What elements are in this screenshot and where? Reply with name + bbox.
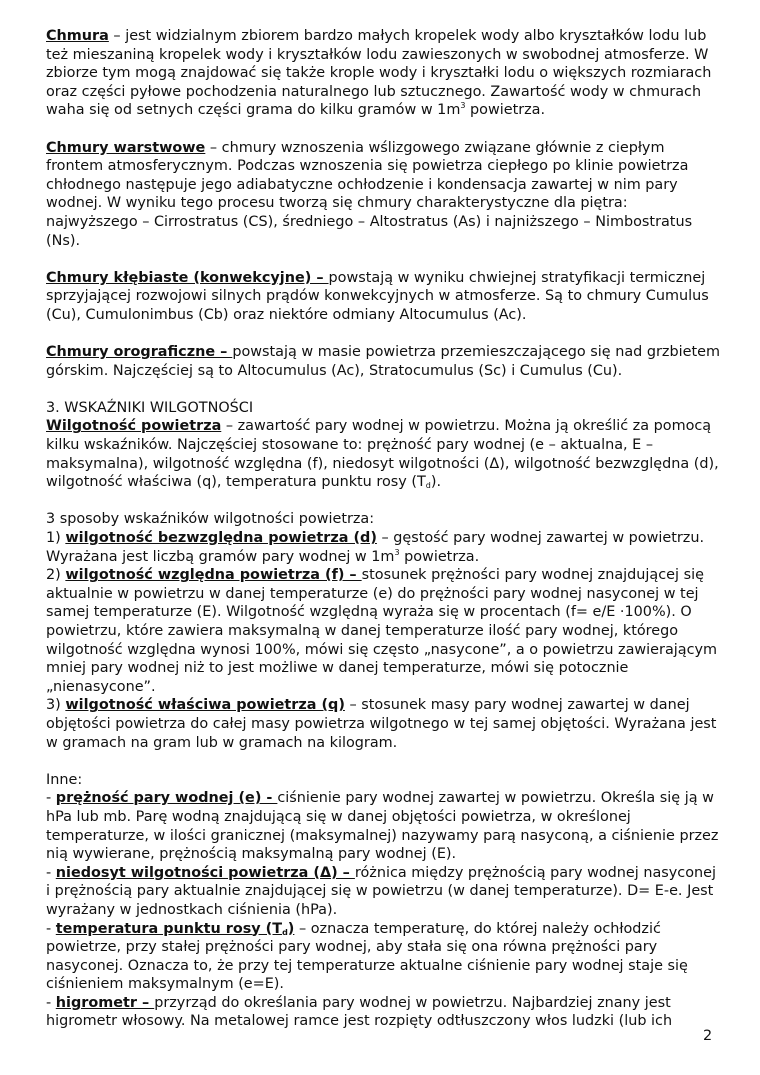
term-chmury-warstwowe: Chmury warstwowe [46,139,206,156]
term-temperatura-punktu-rosy-close: ) [287,920,295,937]
definition-wilgotnosc-bezwzgledna: – gęstość pary wodnej zawartej w powietrzu. Wyrażana jest liczbą gramów pary wodnej w 1m [46,530,705,565]
term-wilgotnosc-bezwzgledna: wilgotność bezwzględna powietrza (d) [65,530,377,547]
definition-chmury-klebiaste: powstają w wyniku chwiejnej stratyfikacji termicznej sprzyjającej rozwojowi silnych prądów konwekcyjnych w atmosferze. Są to chmury Cumulus (Cu), Cumulonimbus (Cb) oraz niektóre odmiany Altocumulus (Ac). [46,269,709,323]
term-temperatura-punktu-rosy [56,921,295,937]
spacer [46,380,722,399]
list-item-niedosyt-wilgotnosci [46,864,722,920]
definition-preznosc-pary-wodnej: ciśnienie pary wodnej zawartej w powietrzu. Określa się ją w hPa lub mb. Parę wodną znajdującą się w danej objętości powietrza, w określonej temperaturze, w ilości granicznej (maksymalnej) nazywamy parą nasyconą, a ciśnienie przez nią wywierane, prężnością maksymalną pary wodnej (E). [46,790,719,863]
term-niedosyt-wilgotnosci: niedosyt wilgotności powietrza (Δ) – [55,864,355,881]
list-item-wilgotnosc-wlasciwa [46,696,722,752]
document-page [46,27,722,1031]
definition-niedosyt-wilgotnosci: różnica między prężnością pary wodnej nasyconej i prężnością pary aktualnie znajdującej się w powietrzu (w danej temperaturze). D= E-e. Jest wyrażany w jednostkach ciśnienia (hPa). [46,864,716,918]
definition-wilgotnosc-bezwzgledna-end: powietrza. [399,548,480,565]
term-higrometr: higrometr – [55,994,155,1011]
paragraph-chmury-klebiaste [46,269,722,325]
sposoby-intro: 3 sposoby wskaźników wilgotności powietrza: [46,511,375,528]
term-preznosc-pary-wodnej: prężność pary wodnej (e) - [55,790,278,807]
list-number: 2) [46,567,66,584]
list-number: 3) [46,697,66,714]
spacer [46,120,722,139]
page-number: 2 [703,1028,713,1044]
list-item-wilgotnosc-bezwzgledna [46,529,722,566]
term-chmury-klebiaste: Chmury kłębiaste (konwekcyjne) – [46,269,329,286]
list-item-preznosc-pary-wodnej [46,789,722,863]
subscript-d: d [282,927,288,937]
term-wilgotnosc-wzgledna: wilgotność względna powietrza (f) – [65,567,362,584]
definition-chmura: – jest widzialnym zbiorem bardzo małych kropelek wody albo kryształków lodu lub też mieszaniną kropelek wody i kryształków lodu zawieszonych w swobodnej atmosferze. W zbiorze tym mogą znajdować się także krople wody i kryształki lodu o większych rozmiarach oraz części pyłowe pochodzenia naturalnego lub sztucznego. Zawartość wody w chmurach waha się od setnych części grama do kilku gramów w 1m [46,28,712,119]
spacer [46,752,722,771]
list-item-higrometr [46,994,722,1031]
definition-wilgotnosc-wzgledna: stosunek prężności pary wodnej znajdującej się aktualnie w powietrzu w danej temperaturze (e) do prężności pary wodnej nasyconej w tej samej temperaturze (E). Wilgotność względną wyraża się w procentach (f= e/E ·100%). O powietrzu, które zawiera maksymalną w danej temperaturze ilość pary wodnej, którego wilgotność względna wynosi 100%, mówi się często „nasycone”, a o powietrzu zawierającym mniej pary wodnej niż to jest możliwe w danej temperaturze, mówi się potocznie „nienasycone”. [46,567,718,695]
paragraph-wilgotnosc-powietrza [46,417,722,491]
definition-chmury-warstwowe: – chmury wznoszenia wślizgowego związane głównie z ciepłym frontem atmosferycznym. Podczas wznoszenia się powietrza ciepłego po klinie powietrza chłodnego następuje jego adiabatyczne ochłodzenie i kondensacja zawartej w nim pary wodnej. W wyniku tego procesu tworzą się chmury charakterystyczne dla piętra: najwyższego – Cirrostratus (CS), średniego – Altostratus (As) i najniższego – Nimbostratus (Ns). [46,139,693,249]
paragraph-chmury-orograficzne [46,343,722,380]
term-chmury-orograficzne: Chmury orograficzne – [46,344,233,361]
term-wilgotnosc-powietrza: Wilgotność powietrza [46,418,222,435]
definition-wilgotnosc-powietrza: – zawartość pary wodnej w powietrzu. Można ją określić za pomocą kilku wskaźników. Najczęściej stosowane to: prężność pary wodnej (e – aktualna, E – maksymalna), wilgotność względna (f), niedosyt wilgotności (Δ), wilgotność bezwzględna (d), wilgotność właściwa (q), temperatura punktu rosy (T [46,418,719,491]
list-number: 1) [46,530,66,547]
superscript-3: 3 [394,547,400,557]
paragraph-chmura [46,27,722,120]
list-dash: - [46,920,56,937]
term-chmura: Chmura [46,28,109,44]
term-temperatura-punktu-rosy-text: temperatura punktu rosy (T [55,920,283,937]
definition-temperatura-punktu-rosy: – oznacza temperaturę, do której należy ochłodzić powietrze, przy stałej prężności pary wodnej, aby stała się ona równa prężności pary nasyconej. Oznacza to, że przy tej temperaturze aktualne ciśnienie pary wodnej staje się ciśnieniem maksymalnym (e=E). [46,920,688,993]
subscript-d: d [425,481,431,491]
list-dash: - [46,790,56,807]
superscript-3: 3 [460,101,466,111]
spacer [46,492,722,511]
definition-wilgotnosc-end: ). [430,474,442,491]
paragraph-chmury-warstwowe [46,139,722,251]
definition-wilgotnosc-wlasciwa: – stosunek masy pary wodnej zawartej w danej objętości powietrza do całej masy powietrza wilgotnego w tej samej objętości. Wyrażana jest w gramach na gram lub w gramach na kilogram. [46,697,717,751]
definition-chmury-orograficzne: powstają w masie powietrza przemieszczającego się nad grzbietem górskim. Najczęściej są to Altocumulus (Ac), Stratocumulus (Sc) i Cumulus (Cu). [46,344,720,379]
section-heading: 3. WSKAŹNIKI WILGOTNOŚCI [46,399,254,416]
list-dash: - [46,864,56,881]
list-dash: - [46,994,56,1011]
list-item-wilgotnosc-wzgledna [46,566,722,696]
spacer [46,325,722,344]
definition-chmura-end: powietrza. [465,102,546,119]
term-wilgotnosc-wlasciwa: wilgotność właściwa powietrza (q) [65,697,345,714]
inne-label: Inne: [46,771,83,788]
list-item-temperatura-punktu-rosy [46,920,722,994]
spacer [46,250,722,269]
definition-higrometr: przyrząd do określania pary wodnej w powietrzu. Najbardziej znany jest higrometr włosowy. Na metalowej ramce jest rozpięty odtłuszczony włos ludzki (lub ich [46,994,673,1030]
